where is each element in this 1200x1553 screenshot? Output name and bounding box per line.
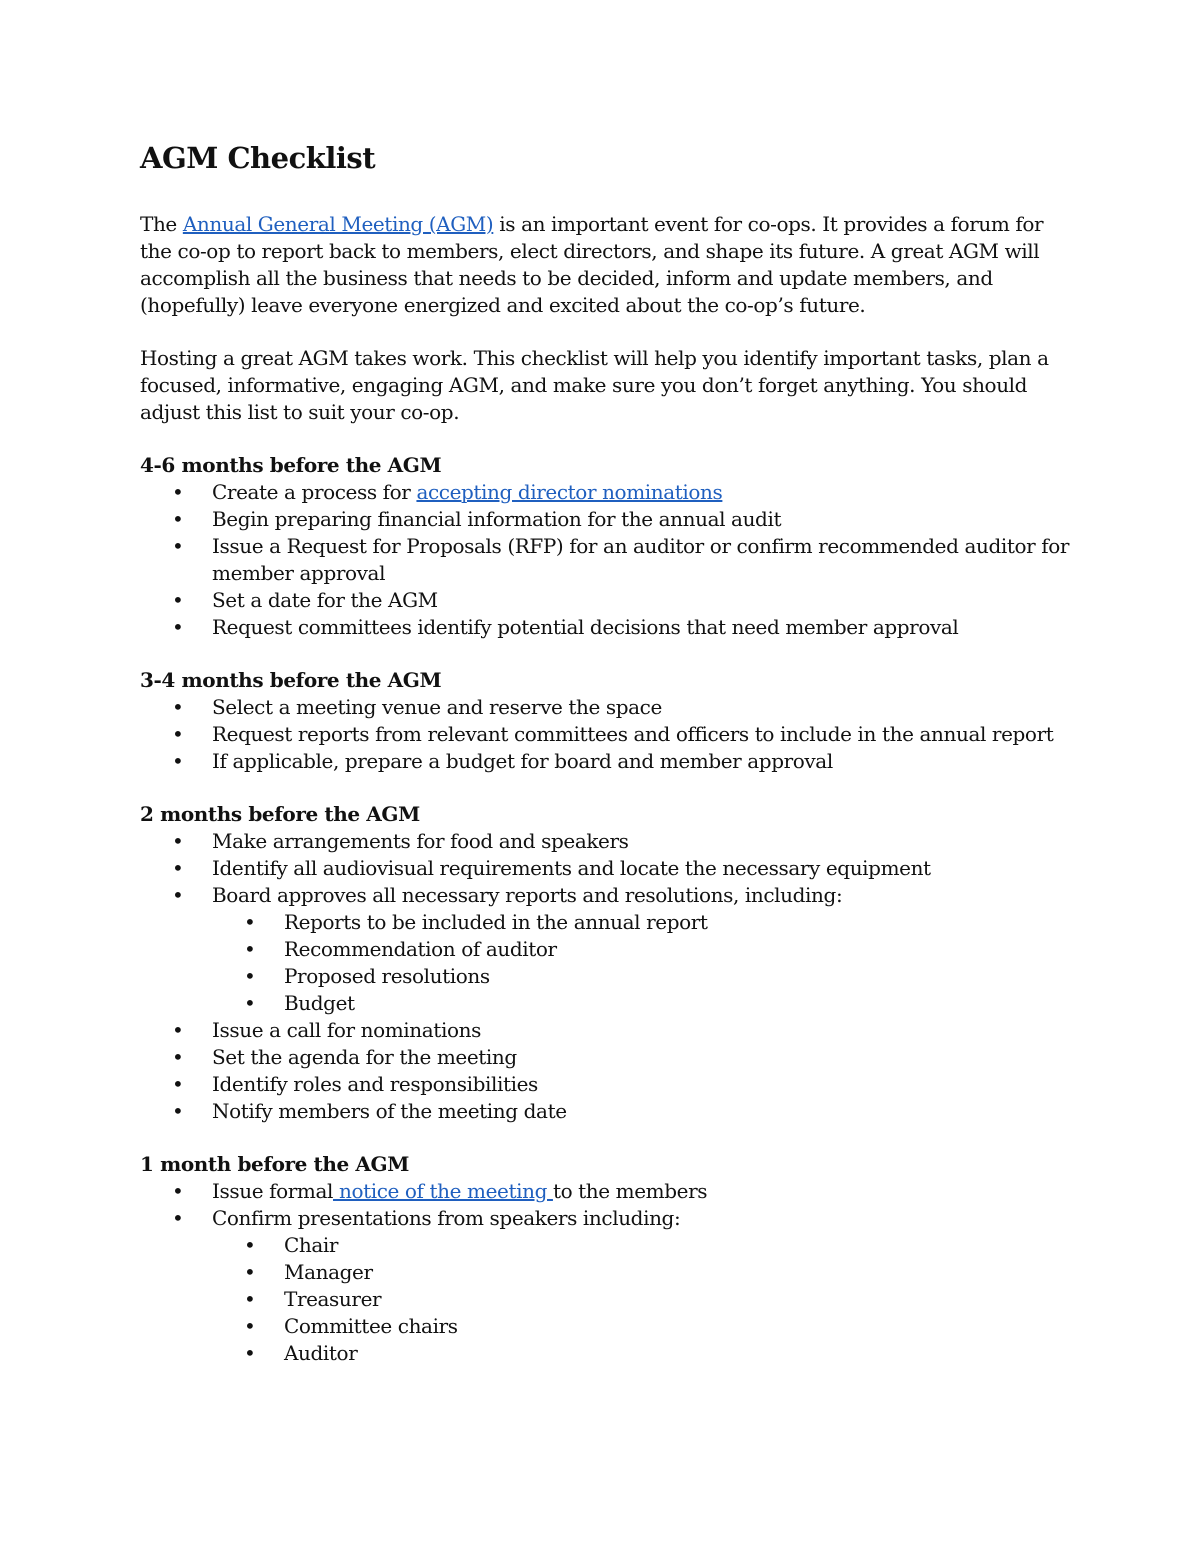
list-item: • Issue a call for nominations bbox=[140, 1017, 1070, 1044]
intro-paragraph bbox=[140, 211, 1070, 319]
list-item: • Request reports from relevant committees and officers to include in the annual report bbox=[140, 721, 1070, 748]
checklist-2-months bbox=[140, 828, 1070, 1125]
list-item: • Select a meeting venue and reserve the space bbox=[140, 694, 1070, 721]
list-item: • Begin preparing financial information for the annual audit bbox=[140, 506, 1070, 533]
hosting-paragraph: Hosting a great AGM takes work. This checklist will help you identify important tasks, plan a focused, informative, engaging AGM, and make sure you don’t forget anything. You should adjust this list to suit your co-op. bbox=[140, 346, 1049, 424]
sub-list-item: • Proposed resolutions bbox=[212, 963, 1070, 990]
board-approvals-sublist bbox=[212, 909, 1070, 1017]
section-heading-1-month: 1 month before the AGM bbox=[140, 1152, 409, 1176]
list-item: • Board approves all necessary reports and resolutions, including: • Reports to be included in the annual report • Recommendation of auditor • Proposed resolutions • Budget bbox=[140, 882, 1070, 1017]
list-item: • Identify all audiovisual requirements and locate the necessary equipment bbox=[140, 855, 1070, 882]
notice-of-meeting-link[interactable]: notice of the meeting bbox=[333, 1179, 553, 1203]
page-title: AGM Checklist bbox=[140, 141, 376, 175]
document-content bbox=[140, 138, 1070, 1393]
section-heading-4-6-months: 4-6 months before the AGM bbox=[140, 453, 442, 477]
checklist-4-6-months bbox=[140, 479, 1070, 641]
intro-post: is an important event for co-ops. It provides a forum for the co-op to report back to members, elect directors, and shape its future. A great AGM will accomplish all the business that needs to be decided, inform and update members, and (hopefully) leave everyone energized and excited about the co-op’s future. bbox=[140, 212, 1044, 317]
section-heading-2-months: 2 months before the AGM bbox=[140, 802, 420, 826]
list-item: • Identify roles and responsibilities bbox=[140, 1071, 1070, 1098]
list-item: • Confirm presentations from speakers including: • Chair • Manager • Treasurer • Committee chairs • Auditor bbox=[140, 1205, 1070, 1367]
sub-list-item: • Treasurer bbox=[212, 1286, 1070, 1313]
list-item: • Issue formal notice of the meeting to the members bbox=[140, 1178, 1070, 1205]
agm-link[interactable]: Annual General Meeting (AGM) bbox=[182, 212, 494, 236]
list-item: • Set the agenda for the meeting bbox=[140, 1044, 1070, 1071]
speakers-sublist bbox=[212, 1232, 1070, 1367]
checklist-3-4-months bbox=[140, 694, 1070, 775]
list-item: • Issue a Request for Proposals (RFP) for an auditor or confirm recommended auditor for member approval bbox=[140, 533, 1070, 587]
list-item: • If applicable, prepare a budget for board and member approval bbox=[140, 748, 1070, 775]
sub-list-item: • Reports to be included in the annual report bbox=[212, 909, 1070, 936]
section-heading-3-4-months: 3-4 months before the AGM bbox=[140, 668, 442, 692]
director-nominations-link[interactable]: accepting director nominations bbox=[416, 480, 723, 504]
intro-pre: The bbox=[140, 212, 183, 236]
sub-list-item: • Chair bbox=[212, 1232, 1070, 1259]
list-item: • Set a date for the AGM bbox=[140, 587, 1070, 614]
sub-list-item: • Budget bbox=[212, 990, 1070, 1017]
list-item: • Create a process for accepting director nominations bbox=[140, 479, 1070, 506]
sub-list-item: • Recommendation of auditor bbox=[212, 936, 1070, 963]
sub-list-item: • Committee chairs bbox=[212, 1313, 1070, 1340]
sub-list-item: • Auditor bbox=[212, 1340, 1070, 1367]
list-item: • Request committees identify potential decisions that need member approval bbox=[140, 614, 1070, 641]
list-item: • Make arrangements for food and speakers bbox=[140, 828, 1070, 855]
list-item: • Notify members of the meeting date bbox=[140, 1098, 1070, 1125]
checklist-1-month bbox=[140, 1178, 1070, 1367]
sub-list-item: • Manager bbox=[212, 1259, 1070, 1286]
